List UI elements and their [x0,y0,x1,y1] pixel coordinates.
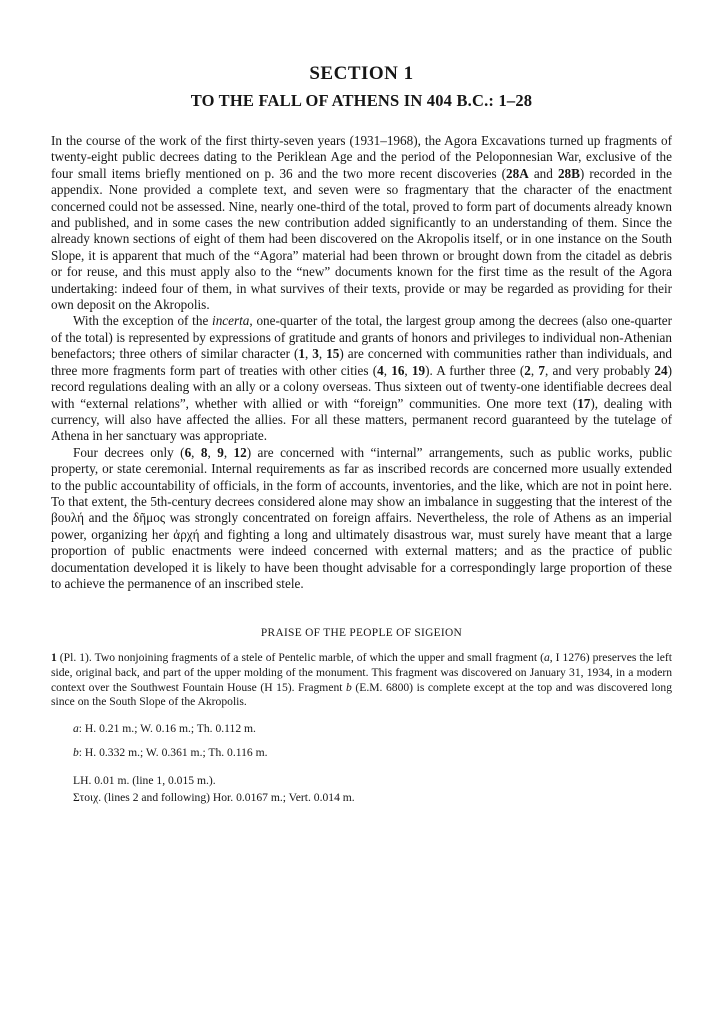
text-run: , [207,444,218,460]
reference-bold: 16 [391,362,405,378]
entry-number: 1 [51,651,57,665]
measurement-b [73,746,672,760]
text-run: ). A further three ( [425,362,525,378]
reference-bold: 7 [538,362,545,378]
italic-term: a [543,651,550,665]
paragraph-1 [51,133,672,313]
reference-bold: 19 [411,362,426,378]
measurement-a [73,722,672,736]
text-run: ) recorded in the appendix. None provided a complete text, and seven were so fragmentary that the character of the enactment concerned could not be assessed. Nine, nearly one-third of the total, proved to form part of documents already known and published, and in some cases the new contribution added significantly to an understanding of them. Since the already known sections of eight of them had been discovered on the Akropolis itself, or in one instance on the South Slope, it is apparent that much of the “Agora” material had been thrown or brought down from the citadel as debris or for reuse, and this must apply also to the “new” documents known for the first time as the result of the Agora undertaking: indeed four of them, in what survives of their texts, provide or may be regarded as providing for their own deposit on the Akropolis. [51,165,672,313]
letter-height: LH. 0.01 m. (line 1, 0.015 m.). [73,773,216,787]
text-run: , [404,362,412,378]
text-run: , [304,346,313,362]
reference-bold: 24 [654,362,668,378]
text-run: , I 1276) preserves the left side, original back, and part of the upper molding of the monument. This fragment was discovered on January 31, 1934, in a modern context over the Southwest Fountain House (H 15). Fragment [51,651,672,694]
paragraph-3 [51,445,672,593]
fragment-label: b [73,745,79,759]
text-run: ) are concerned with communities rather than individuals, and three more fragments form part of treaties with other cities ( [51,346,673,378]
text-run: With the exception of the [73,313,213,329]
reference-bold: 1 [298,346,305,362]
italic-term: b [346,680,352,694]
text-run: , [318,346,327,362]
fragment-label: a [73,721,79,735]
text-run: , [383,362,392,378]
reference-bold: 17 [577,395,591,411]
text-run: , [223,444,234,460]
reference-bold: 3 [312,346,319,362]
entry-heading: PRAISE OF THE PEOPLE OF SIGEION [260,627,463,640]
reference-bold: 6 [184,444,192,460]
entry-1 [51,651,672,709]
subtitle-range: 1–28 [498,91,533,110]
reference-bold: 15 [326,346,340,362]
text-run: ) record regulations dealing with an ally or a colony overseas. Thus sixteen out of twenty-one identifiable decrees deal with “external relations”, whether with allied or with “foreign” communities. One more text ( [51,362,673,411]
reference-bold: 12 [233,444,247,460]
italic-term: incerta [212,313,250,329]
text-run: , [191,444,201,460]
measurement-text: : H. 0.332 m.; W. 0.361 m.; Th. 0.116 m. [78,745,268,759]
reference-bold: 9 [217,444,224,460]
text-run: and [528,165,558,181]
text-run: In the course of the work of the first thirty-seven years (1931–1968), the Agora Excavations turned up fragments of twenty-eight public decrees dating to the Periklean Age and the period of the Peloponnesian War, exclusive of the four small items briefly mentioned on p. 36 and the two more recent discoveries ( [51,133,672,181]
reference-bold: 8 [200,444,208,460]
text-run: ) are concerned with “internal” arrangements, such as public works, public property, or state ceremonial. Internal requirements as far as inscribed records are concerned more usually extended to the public accountability of officials, in the form of accounts, inventories, and the like, which are not in point here. To that extent, the 5th-century decrees considered alone may show an imbalance in suggesting that the interest of the βουλή and the δῆμος was strongly concentrated on foreign affairs. Nevertheless, the role of Athens as an imperial power, organizing her ἀρχή and fighting a long and ultimately disastrous war, must surely have meant that a large proportion of public enactments were indeed concerned with external matters; and as the practice of public documentation developed it is likely to have been thought advisable for a correspondingly large proportion of these to achieve the permanence of an inscribed stele. [51,444,673,591]
text-run: Four decrees only ( [73,444,185,460]
text-run: (Pl. 1). Two nonjoining fragments of a stele of Pentelic marble, of which the upper and small fragment ( [56,651,544,665]
body-text [51,133,672,592]
section-title: SECTION 1 [309,63,414,84]
stoichedon: Στοιχ. (lines 2 and following) Hor. 0.0167 m.; Vert. 0.014 m. [73,790,355,804]
subtitle-text: TO THE FALL OF ATHENS IN 404 B.C.: [190,91,499,110]
text-run: , one-quarter of the total, the largest group among the decrees (also one-quarter of the total) is represented by expressions of gratitude and grants of honors and privileges to individual non-Athenian benefactors; three others of similar character ( [51,313,672,362]
reference-bold: 28B [557,165,580,181]
text-run: ), dealing with currency, will also have affected the allies. For all these matters, permanent record guaranteed by the tutelage of Athena in her sanctuary was appropriate. [51,395,672,444]
section-subtitle [51,90,672,112]
reference-bold: 4 [377,362,384,378]
text-run: , [530,362,539,378]
reference-bold: 2 [524,362,531,378]
paragraph-2 [51,313,672,444]
measurement-text: : H. 0.21 m.; W. 0.16 m.; Th. 0.112 m. [78,721,256,735]
page [51,62,672,805]
reference-bold: 28A [506,165,529,181]
text-run: , and very probably [544,362,655,378]
text-run: (E.M. 6800) is complete except at the top and was discovered long since on the South Slope of the Akropolis. [51,680,672,709]
